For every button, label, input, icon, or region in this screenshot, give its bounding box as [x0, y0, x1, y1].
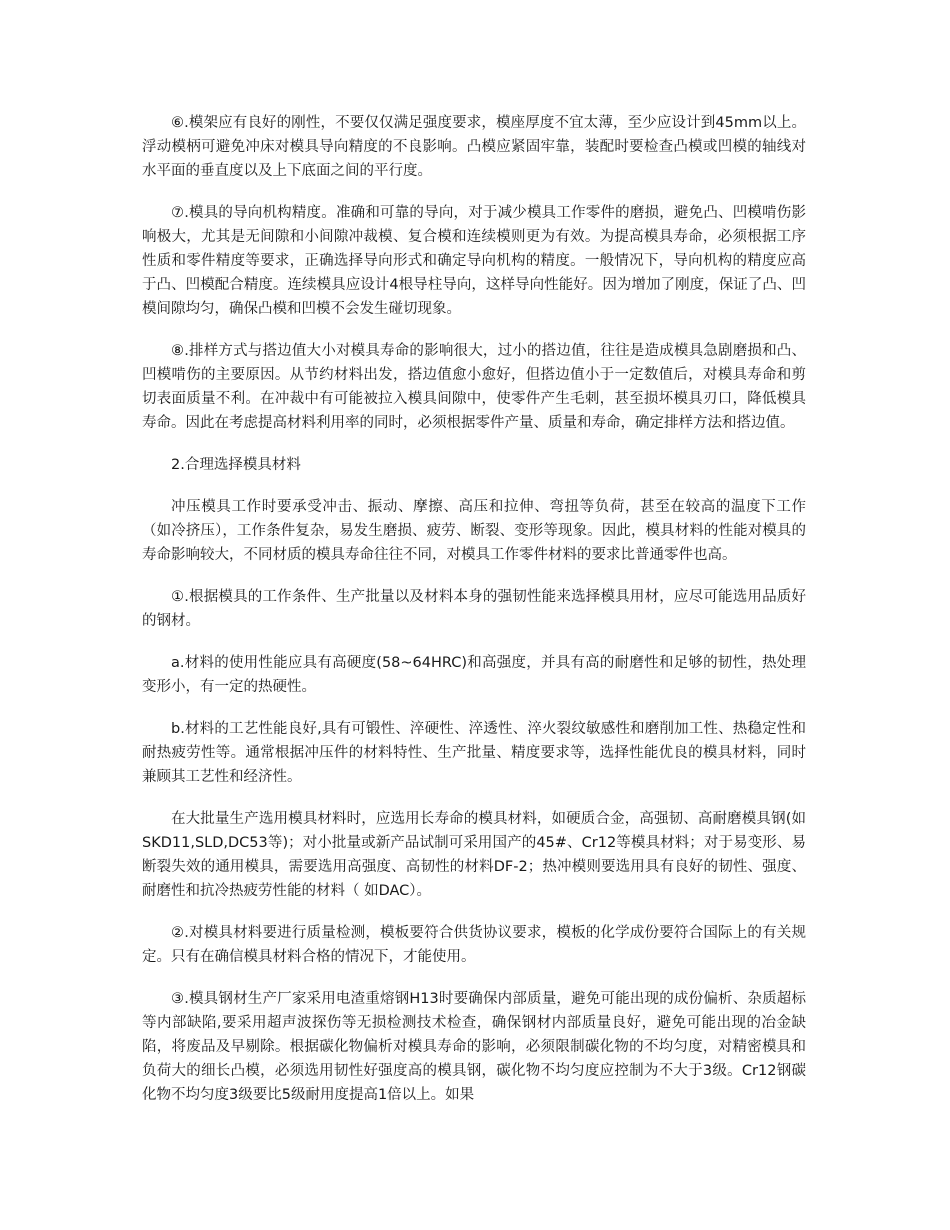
- paragraph-working-conditions: 冲压模具工作时要承受冲击、振动、摩擦、高压和拉伸、弯扭等负荷，甚至在较高的温度下工作（如冷挤压），工作条件复杂，易发生磨损、疲劳、断裂、变形等现象。因此，模具材料的性能对模具的寿命影响较大，不同材质的模具寿命往往不同，对模具工作零件材料的要求比普通零件也高。: [142, 499, 806, 563]
- paragraph-6-mold-frame-rigidity: ⑥.模架应有良好的刚性，不要仅仅满足强度要求，模座厚度不宜太薄，至少应设计到45mm以上。浮动模柄可避免冲床对模具导向精度的不良影响。凸模应紧固牢靠，装配时要检查凸模或凹模的轴线对水平面的垂直度以及上下底面之间的平行度。: [142, 115, 806, 179]
- paragraph-8-layout-and-margin: ⑧.排样方式与搭边值大小对模具寿命的影响很大，过小的搭边值，往往是造成模具急剧磨损和凸、凹模啃伤的主要原因。从节约材料出发，搭边值愈小愈好，但搭边值小于一定数值后，对模具寿命和剪切表面质量不利。在冲裁中有可能被拉入模具间隙中，使零件产生毛刺，甚至损坏模具刃口，降低模具寿命。因此在考虑提高材料利用率的同时，必须根据零件产量、质量和寿命，确定排样方法和搭边值。: [142, 343, 806, 431]
- paragraph-b-process-performance: b.材料的工艺性能良好,具有可锻性、淬硬性、淬透性、淬火裂纹敏感性和磨削加工性、热稳定性和耐热疲劳性等。通常根据冲压件的材料特性、生产批量、精度要求等，选择性能优良的模具材料，同时兼顾其工艺性和经济性。: [142, 721, 806, 785]
- paragraph-3-steel-manufacturer: ③.模具钢材生产厂家采用电渣重熔钢H13时要确保内部质量，避免可能出现的成份偏析、杂质超标等内部缺陷,要采用超声波探伤等无损检测技术检查，确保钢材内部质量良好，避免可能出现的冶金缺陷，将废品及早剔除。根据碳化物偏析对模具寿命的影响，必须限制碳化物的不均匀度，对精密模具和负荷大的细长凸模，必须选用韧性好强度高的模具钢，碳化物不均匀度应控制为不大于3级。Cr12钢碳化物不均匀度3级要比5级耐用度提高1倍以上。如果: [142, 991, 806, 1103]
- paragraph-a-usage-performance: a.材料的使用性能应具有高硬度(58~64HRC)和高强度，并具有高的耐磨性和足够的韧性，热处理变形小，有一定的热硬性。: [142, 655, 806, 695]
- section-heading-material-selection: 2.合理选择模具材料: [171, 457, 301, 473]
- document-page: [142, 111, 806, 1125]
- paragraph-7-guide-mechanism: ⑦.模具的导向机构精度。准确和可靠的导向，对于减少模具工作零件的磨损，避免凸、凹模啃伤影响极大，尤其是无间隙和小间隙冲裁模、复合模和连续模则更为有效。为提高模具寿命，必须根据工序性质和零件精度等要求，正确选择导向形式和确定导向机构的精度。一般情况下，导向机构的精度应高于凸、凹模配合精度。连续模具应设计4根导柱导向，这样导向性能好。因为增加了刚度，保证了凸、凹模间隙均匀，确保凸模和凹模不会发生碰切现象。: [142, 205, 806, 317]
- paragraph-1-select-materials: ①.根据模具的工作条件、生产批量以及材料本身的强韧性能来选择模具用材，应尽可能选用品质好的钢材。: [142, 589, 806, 629]
- paragraph-2-quality-inspection: ②.对模具材料要进行质量检测，模板要符合供货协议要求，模板的化学成份要符合国际上的有关规定。只有在确信模具材料合格的情况下，才能使用。: [142, 925, 806, 965]
- paragraph-mass-production-materials: 在大批量生产选用模具材料时，应选用长寿命的模具材料，如硬质合金，高强韧、高耐磨模具钢(如SKD11,SLD,DC53等)；对小批量或新产品试制可采用国产的45#、Cr12等模具材料；对于易变形、易断裂失效的通用模具，需要选用高强度、高韧性的材料DF-2；热冲模则要选用具有良好的韧性、强度、耐磨性和抗冷热疲劳性能的材料（ 如DAC）。: [142, 811, 806, 899]
